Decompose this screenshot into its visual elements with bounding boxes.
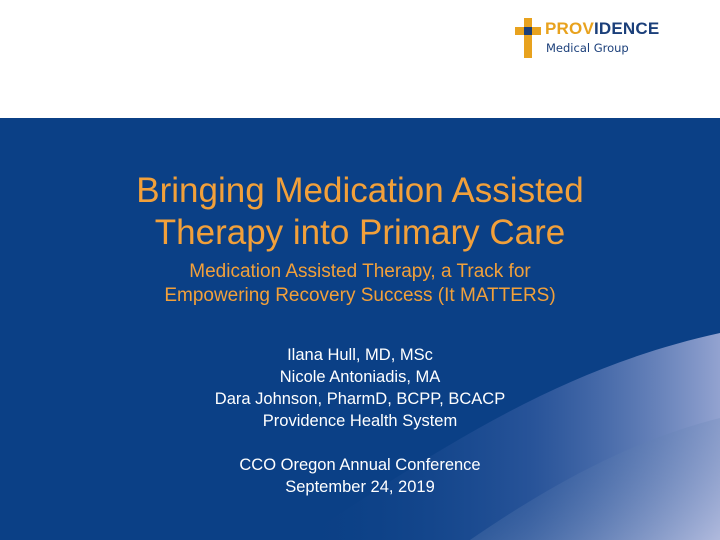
author-line: Ilana Hull, MD, MSc	[287, 346, 433, 364]
providence-logo	[515, 14, 690, 62]
event-info	[0, 454, 720, 498]
slide-subtitle	[0, 260, 720, 308]
slide-header	[0, 0, 720, 118]
title-line-1: Bringing Medication Assisted	[136, 171, 584, 210]
cross-icon	[515, 18, 541, 58]
subtitle-line-2: Empowering Recovery Success (It MATTERS)	[164, 285, 556, 306]
event-name: CCO Oregon Annual Conference	[239, 456, 481, 474]
logo-subtitle: Medical Group	[546, 41, 629, 55]
logo-wordmark	[545, 19, 659, 39]
author-line: Nicole Antoniadis, MA	[279, 368, 441, 386]
title-line-2: Therapy into Primary Care	[154, 213, 566, 252]
title-slide-body	[0, 118, 720, 540]
author-list	[0, 344, 720, 432]
slide-title	[0, 170, 720, 254]
logo-wordmark-suffix: IDENCE	[593, 19, 660, 38]
event-date: September 24, 2019	[285, 478, 435, 496]
logo-wordmark-prefix: PROV	[545, 19, 594, 38]
author-line: Dara Johnson, PharmD, BCPP, BCACP	[214, 390, 506, 408]
subtitle-line-1: Medication Assisted Therapy, a Track for	[189, 261, 531, 282]
organization-line: Providence Health System	[262, 412, 458, 430]
